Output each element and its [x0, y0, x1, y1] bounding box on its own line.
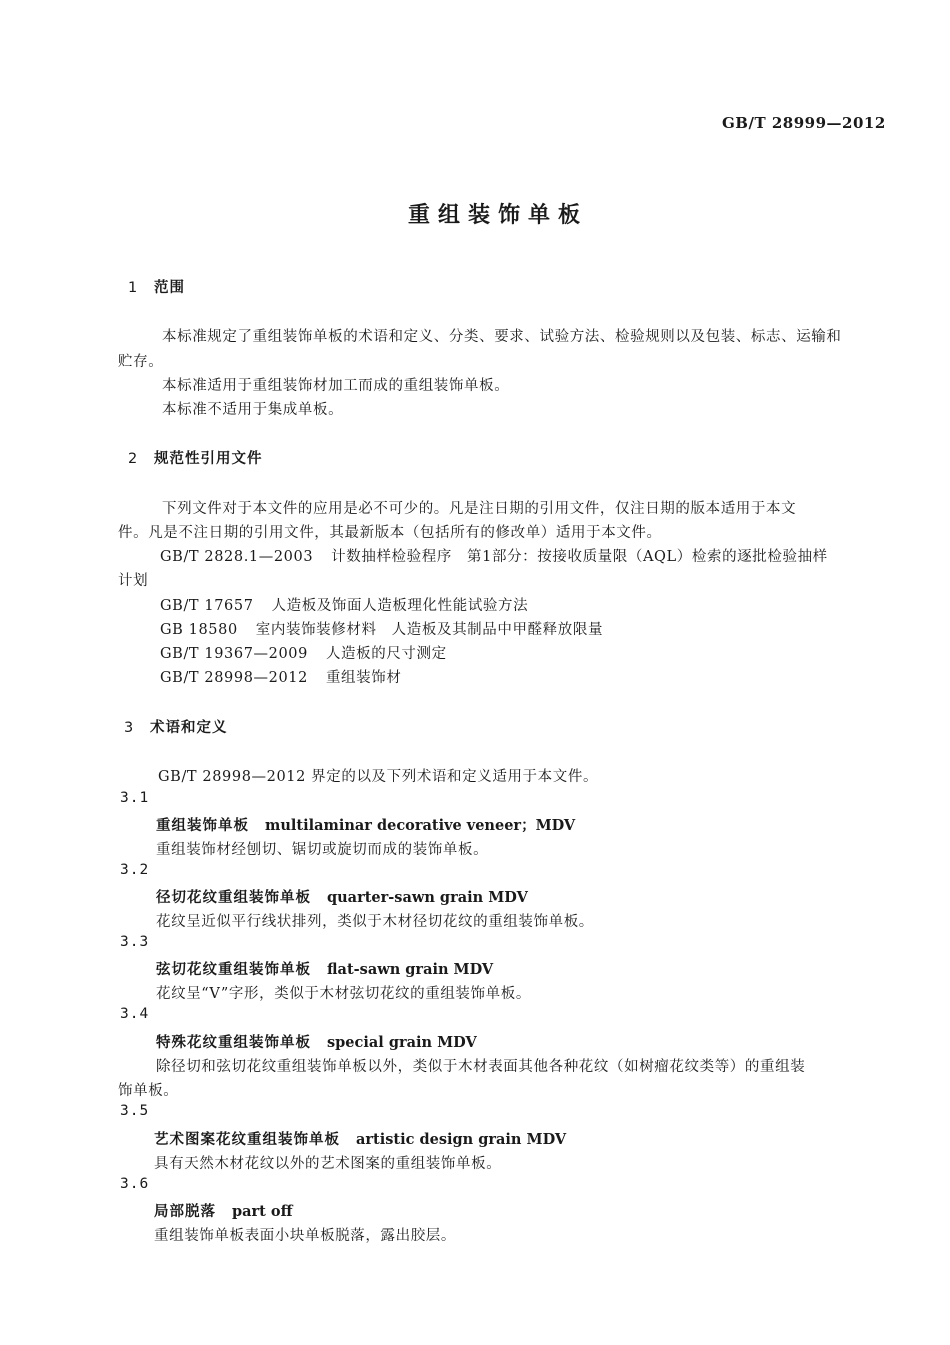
ref-item: [160, 545, 828, 566]
ref-title: 室内装饰装修材料 人造板及其制品中甲醛释放限量: [255, 622, 604, 638]
ref-code: GB/T 28998—2012: [160, 670, 308, 686]
scope-para-3: 本标准不适用于集成单板。: [162, 402, 344, 418]
refs-intro-line-2: 件。凡是不注日期的引用文件，其最新版本（包括所有的修改单）适用于本文件。: [118, 525, 662, 541]
section-3-heading: [124, 716, 228, 737]
scope-para-1-line-2: 贮存。: [118, 354, 164, 370]
term-en: flat-sawn grain MDV: [327, 961, 494, 978]
term-en: artistic design grain MDV: [356, 1131, 567, 1148]
term-en: multilaminar decorative veneer；MDV: [265, 817, 576, 834]
refs-intro-line-1: 下列文件对于本文件的应用是必不可少的。凡是注日期的引用文件，仅注日期的版本适用于本文: [162, 501, 797, 517]
term-zh: 艺术图案花纹重组装饰单板: [154, 1132, 340, 1148]
ref-title: 人造板及饰面人造板理化性能试验方法: [271, 598, 529, 614]
section-1-heading: [128, 276, 185, 297]
term-definition: 具有天然木材花纹以外的艺术图案的重组装饰单板。: [154, 1156, 502, 1172]
ref-item: [160, 618, 603, 639]
term-zh: 特殊花纹重组装饰单板: [156, 1035, 311, 1051]
ref-title: 重组装饰材: [325, 670, 402, 686]
scope-para-1-line-1: 本标准规定了重组装饰单板的术语和定义、分类、要求、试验方法、检验规则以及包装、标志、运输和: [162, 329, 842, 345]
term-definition-line-1: 除径切和弦切花纹重组装饰单板以外，类似于木材表面其他各种花纹（如树瘤花纹类等）的重组装: [156, 1059, 806, 1075]
ref-item: [160, 594, 528, 615]
term-heading: [156, 1031, 477, 1052]
term-number: 3.6: [120, 1176, 150, 1192]
standard-code: GB/T 28999—2012: [722, 114, 886, 132]
section-title: 术语和定义: [150, 720, 228, 736]
section-number: 2: [128, 451, 138, 467]
ref-item: [160, 666, 401, 687]
ref-code: GB/T 19367—2009: [160, 646, 308, 662]
term-heading: [156, 958, 493, 979]
section-title: 范围: [154, 280, 185, 296]
term-number: 3.3: [120, 934, 150, 950]
ref-title: 人造板的尺寸测定: [325, 646, 447, 662]
term-en: special grain MDV: [327, 1034, 477, 1051]
term-number: 3.1: [120, 790, 150, 806]
term-number: 3.4: [120, 1006, 150, 1022]
section-number: 1: [128, 280, 138, 296]
term-number: 3.5: [120, 1103, 150, 1119]
ref-code: GB/T 17657: [160, 598, 254, 614]
term-number: 3.2: [120, 862, 150, 878]
document-title: 重组装饰单板: [407, 203, 588, 228]
ref-code: GB 18580: [160, 622, 238, 638]
term-zh: 弦切花纹重组装饰单板: [156, 962, 311, 978]
term-zh: 重组装饰单板: [156, 818, 249, 834]
term-zh: 径切花纹重组装饰单板: [156, 890, 311, 906]
term-definition-line-2: 饰单板。: [118, 1083, 179, 1099]
term-en: quarter-sawn grain MDV: [327, 889, 528, 906]
terms-intro: GB/T 28998—2012 界定的以及下列术语和定义适用于本文件。: [158, 769, 599, 785]
term-definition: 花纹呈近似平行线状排列，类似于木材径切花纹的重组装饰单板。: [156, 914, 594, 930]
ref-title-continuation: 计划: [118, 573, 149, 589]
term-heading: [154, 1200, 293, 1221]
term-heading: [154, 1128, 566, 1149]
term-en: part off: [232, 1203, 293, 1220]
term-heading: [156, 814, 575, 835]
term-definition: 花纹呈“V”字形，类似于木材弦切花纹的重组装饰单板。: [156, 986, 531, 1002]
section-2-heading: [128, 447, 263, 468]
ref-code: GB/T 2828.1—2003: [160, 549, 314, 565]
scope-para-2: 本标准适用于重组装饰材加工而成的重组装饰单板。: [162, 378, 510, 394]
ref-item: [160, 642, 447, 663]
section-number: 3: [124, 720, 134, 736]
term-definition: 重组装饰单板表面小块单板脱落，露出胶层。: [154, 1228, 456, 1244]
term-definition: 重组装饰材经刨切、锯切或旋切而成的装饰单板。: [156, 842, 489, 858]
ref-title: 计数抽样检验程序 第1部分：按接收质量限（AQL）检索的逐批检验抽样: [331, 549, 828, 565]
term-heading: [156, 886, 528, 907]
term-zh: 局部脱落: [154, 1204, 216, 1220]
section-title: 规范性引用文件: [154, 451, 263, 467]
